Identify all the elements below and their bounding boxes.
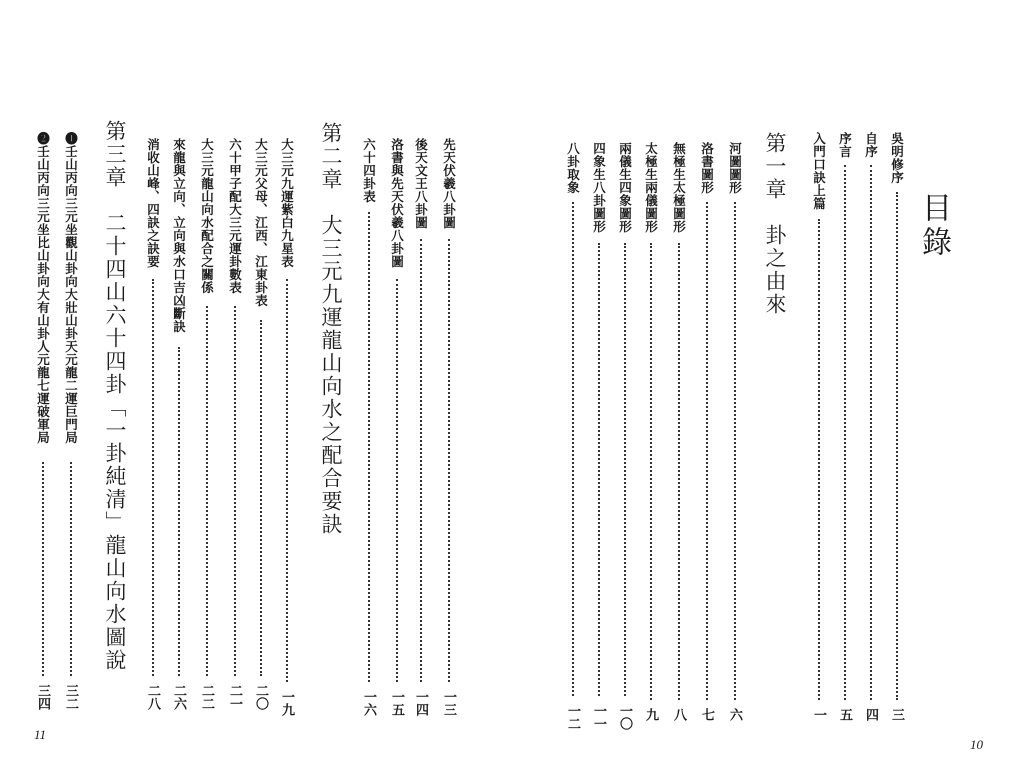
dot-leader <box>70 462 72 676</box>
toc-page-number: 九 <box>643 708 658 721</box>
chapter-heading: 第二章 大三元九運龍山向水之配合要訣 <box>319 122 343 536</box>
toc-entry: ❷壬山丙向三元坐比山卦向大有山卦人元龍七運破軍局 <box>35 132 51 444</box>
toc-entry: 序言 <box>837 132 853 158</box>
toc-entry: 洛書與先天伏羲八卦圖 <box>389 138 405 268</box>
dot-leader <box>42 462 44 676</box>
toc-page-number: 一 <box>811 708 826 721</box>
toc-entry: 後天文王八卦圖 <box>413 138 429 229</box>
dot-leader <box>896 192 898 700</box>
dot-leader <box>448 239 450 683</box>
toc-page-number: 四 <box>863 708 878 721</box>
toc-entry: 太極生兩儀圖形 <box>643 142 659 233</box>
dot-leader <box>598 243 600 697</box>
dot-leader <box>178 347 180 677</box>
dot-leader <box>206 306 208 676</box>
toc-page-number: 一六 <box>361 690 376 716</box>
dot-leader <box>368 212 370 683</box>
toc-page-number: 一五 <box>389 690 404 716</box>
left-page-number: 11 <box>34 727 47 742</box>
dot-leader <box>396 279 398 682</box>
toc-page-number: 二〇 <box>253 684 268 710</box>
toc-entry: 大三元父母、江西、江東卦表 <box>253 138 269 307</box>
toc-entry: 六十甲子配大三元運卦數表 <box>227 138 243 294</box>
toc-entry: 大三元龍山向水配合之關係 <box>199 138 215 294</box>
toc-page-number: 二六 <box>171 684 186 710</box>
toc-page-number: 三四 <box>35 684 50 710</box>
toc-page-number: 一〇 <box>617 704 632 730</box>
toc-entry: 兩儀生四象圖形 <box>617 142 633 233</box>
toc-entry: 無極生太極圖形 <box>671 142 687 233</box>
dot-leader <box>844 165 846 700</box>
toc-entry: 先天伏羲八卦圖 <box>441 138 457 229</box>
toc-title: 目錄 <box>916 192 951 260</box>
dot-leader <box>706 202 708 700</box>
toc-page-number: 一四 <box>413 690 428 716</box>
toc-page-number: 一三 <box>441 690 456 716</box>
toc-entry: 來龍與立向、立向與水口吉凶斷訣 <box>171 138 187 333</box>
toc-page-number: 五 <box>837 708 852 721</box>
dot-leader <box>420 239 422 683</box>
toc-entry: 自序 <box>863 132 879 158</box>
toc-page-number: 一一 <box>591 704 606 730</box>
toc-entry: 吳明修序 <box>889 132 905 184</box>
toc-entry: 入門口訣上篇 <box>811 132 827 210</box>
dot-leader <box>734 202 736 700</box>
dot-leader <box>650 243 652 701</box>
toc-page-number: 二八 <box>145 684 160 710</box>
toc-page-number: 一九 <box>279 690 294 716</box>
toc-page-number: 二一 <box>227 684 242 710</box>
right-page-number: 10 <box>970 737 983 752</box>
toc-entry: 大三元九運紫白九星表 <box>279 138 295 268</box>
dot-leader <box>678 243 680 701</box>
dot-leader <box>624 243 626 697</box>
chapter-heading: 第三章 二十四山六十四卦「一卦純清」龍山向水圖說 <box>103 120 127 672</box>
toc-page-number: 七 <box>699 708 714 721</box>
toc-page-number: 八 <box>671 708 686 721</box>
toc-entry: 八卦取象 <box>565 142 581 194</box>
dot-leader <box>260 320 262 677</box>
toc-page-number: 二二 <box>199 684 214 710</box>
toc-entry: 河圖圖形 <box>727 142 743 194</box>
toc-page-number: 三二 <box>63 684 78 710</box>
toc-entry: 六十四卦表 <box>361 138 377 203</box>
toc-page-number: 三 <box>889 708 904 721</box>
dot-leader <box>234 306 236 676</box>
toc-entry: ❶壬山丙向三元坐觀山卦向大壯山卦天元龍二運巨門局 <box>63 132 79 444</box>
dot-leader <box>870 165 872 700</box>
chapter-heading: 第一章 卦之由來 <box>763 132 787 316</box>
toc-entry: 四象生八卦圖形 <box>591 142 607 233</box>
toc-page-number: 六 <box>727 708 742 721</box>
dot-leader <box>286 279 288 682</box>
dot-leader <box>572 202 574 696</box>
toc-page-number: 一二 <box>565 704 580 730</box>
dot-leader <box>818 219 820 700</box>
toc-entry: 消收山峰、四訣之訣要 <box>145 138 161 268</box>
toc-entry: 洛書圖形 <box>699 142 715 194</box>
dot-leader <box>152 279 154 676</box>
